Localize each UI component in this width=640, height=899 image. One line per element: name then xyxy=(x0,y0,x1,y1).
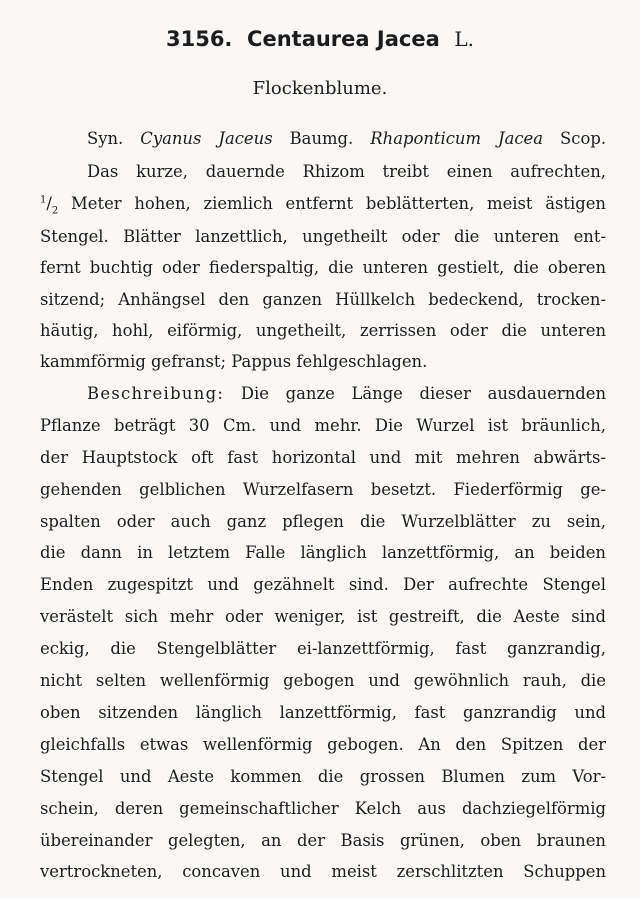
species-heading xyxy=(0,24,640,54)
description-line: eckig, die Stengelblätter ei-lanzettförmig, fast ganzrandig, xyxy=(40,639,606,658)
description-line: die dann in letztem Falle länglich lanzettförmig, an beiden xyxy=(40,543,606,562)
diagnosis-line: sitzend; Anhängsel den ganzen Hüllkelch bedeckend, trocken- xyxy=(40,290,606,309)
description-line: der Hauptstock oft fast horizontal und mit mehren abwärts- xyxy=(40,448,606,467)
description-line xyxy=(87,382,606,406)
description-line: Stengel und Aeste kommen die grossen Blumen zum Vor- xyxy=(40,767,606,786)
description-label: Beschreibung: xyxy=(87,384,225,403)
diagnosis-line: Stengel. Blätter lanzettlich, ungetheilt oder die unteren ent- xyxy=(40,227,606,246)
description-line: schein, deren gemeinschaftlicher Kelch aus dachziegelförmig xyxy=(40,799,606,818)
synonyms-line xyxy=(87,127,606,151)
species-number: 3156. xyxy=(165,27,233,51)
common-name: Flockenblume. xyxy=(252,78,388,99)
synonyms-label: Syn. xyxy=(87,129,124,148)
description-line: übereinander gelegten, an der Basis grünen, oben braunen xyxy=(40,831,606,850)
description-line: verästelt sich mehr oder weniger, ist gestreift, die Aeste sind xyxy=(40,607,606,626)
description-line: vertrockneten, concaven und meist zerschlitzten Schuppen xyxy=(40,862,606,881)
diagnosis-line: häutig, hohl, eiförmig, ungetheilt, zerrissen oder die unteren xyxy=(40,321,606,340)
description-line-text: Die ganze Länge dieser ausdauernden xyxy=(240,384,607,403)
diagnosis-line xyxy=(40,192,606,216)
diagnosis-line-text: Meter hohen, ziemlich entfernt beblätterten, meist ästigen xyxy=(71,194,606,213)
fraction-numerator: 1 xyxy=(40,194,47,206)
synonym-1-name: Cyanus Jaceus xyxy=(140,129,273,148)
description-line: oben sitzenden länglich lanzettförmig, fast ganzrandig und xyxy=(40,703,606,722)
diagnosis-line: Das kurze, dauernde Rhizom treibt einen aufrechten, xyxy=(87,162,606,181)
diagnosis-line: kammförmig gefranst; Pappus fehlgeschlagen. xyxy=(40,352,428,371)
synonym-2-name: Rhaponticum Jacea xyxy=(370,129,544,148)
description-line: spalten oder auch ganz pflegen die Wurzelblätter zu sein, xyxy=(40,512,606,531)
fraction-denominator: 2 xyxy=(51,205,59,217)
description-line: gleichfalls etwas wellenförmig gebogen. An den Spitzen der xyxy=(40,735,606,754)
description-line: Enden zugespitzt und gezähnelt sind. Der aufrechte Stengel xyxy=(40,575,606,594)
synonym-1-author: Baumg. xyxy=(289,129,354,148)
species-author: L. xyxy=(454,27,475,51)
half-fraction: $^1/_2$ xyxy=(40,194,59,217)
synonym-2-author: Scop. xyxy=(560,129,607,148)
description-line: nicht selten wellenförmig gebogen und gewöhnlich rauh, die xyxy=(40,671,606,690)
species-name: Centaurea Jacea xyxy=(247,27,440,51)
description-line: Pflanze beträgt 30 Cm. und mehr. Die Wurzel ist bräunlich, xyxy=(40,416,606,435)
description-line: gehenden gelblichen Wurzelfasern besetzt. Fiederförmig ge- xyxy=(40,480,606,499)
diagnosis-line: fernt buchtig oder fiederspaltig, die unteren gestielt, die oberen xyxy=(40,258,606,277)
